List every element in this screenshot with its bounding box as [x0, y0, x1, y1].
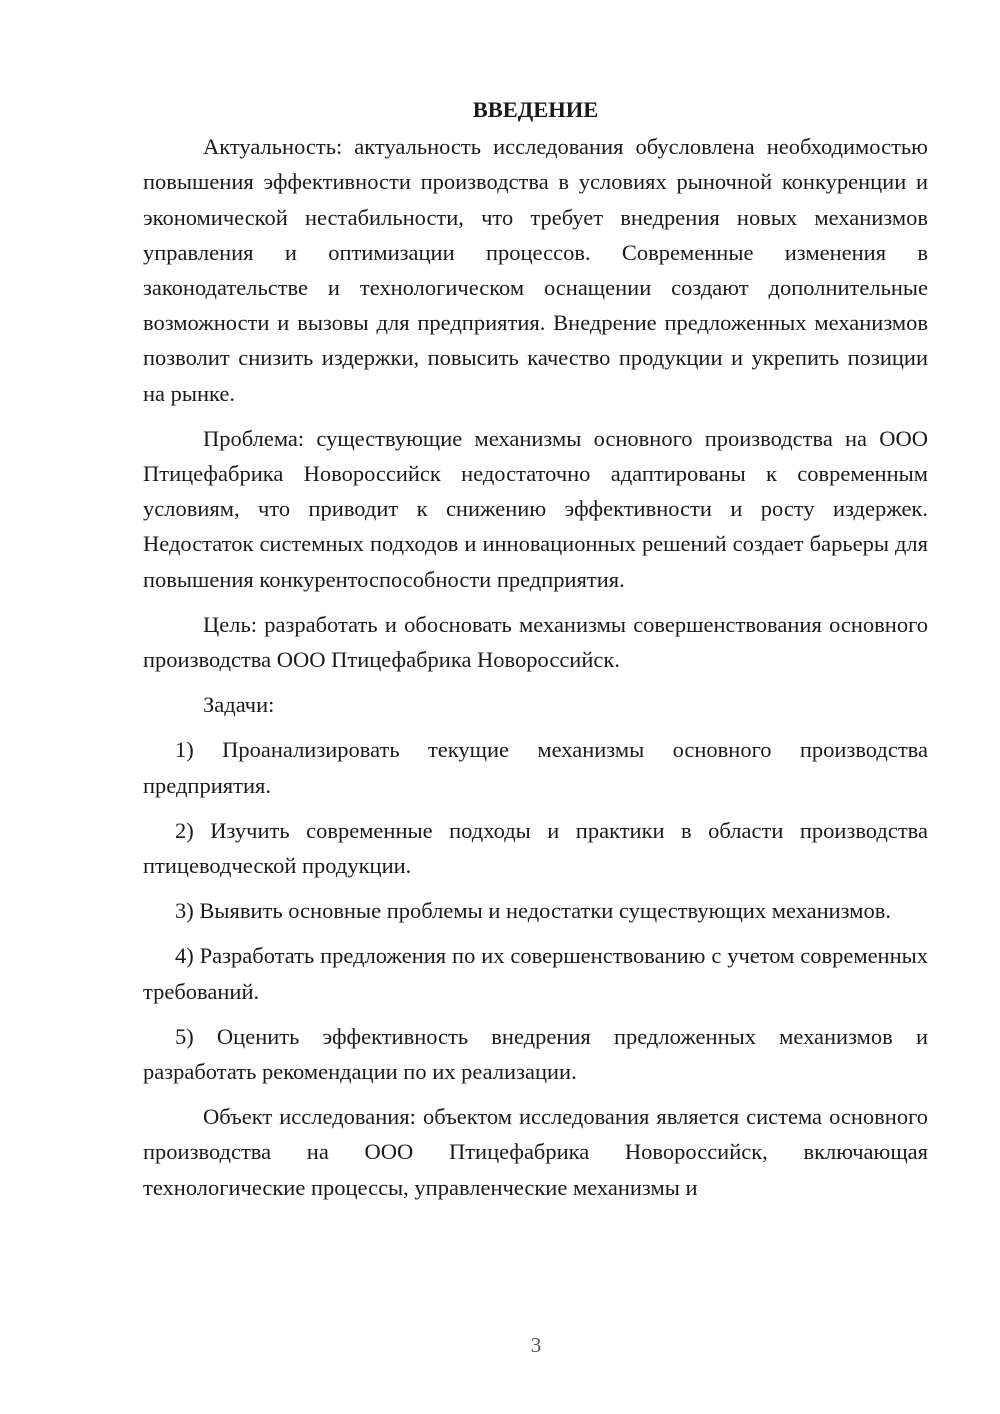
task-item-1: 1) Проанализировать текущие механизмы основного производства предприятия. [143, 737, 928, 798]
page-number: 3 [530, 1333, 542, 1357]
paragraph-problem: Проблема: существующие механизмы основного производства на ООО Птицефабрика Новороссийск недостаточно адаптированы к современным условиям, что приводит к снижению эффективности и росту издержек. Недостаток системных подходов и инновационных решений создает барьеры для повышения конкурентоспособности предприятия. [143, 425, 928, 592]
tasks-heading: Задачи: [203, 692, 275, 718]
paragraph-object: Объект исследования: объектом исследования является система основного производства на ООО Птицефабрика Новороссийск, включающая технологические процессы, управленческие механизмы и [143, 1104, 928, 1200]
task-item-5: 5) Оценить эффективность внедрения предложенных механизмов и разработать рекомендации по их реализации. [143, 1023, 928, 1085]
task-item-4: 4) Разработать предложения по их совершенствованию с учетом современных требований. [143, 943, 928, 1004]
paragraph-goal: Цель: разработать и обосновать механизмы совершенствования основного производства ООО Птицефабрика Новороссийск. [143, 611, 928, 673]
task-item-3: 3) Выявить основные проблемы и недостатки существующих механизмов. [175, 898, 891, 924]
task-item-2: 2) Изучить современные подходы и практики в области производства птицеводческой продукции. [143, 817, 928, 879]
page-content [143, 92, 928, 1205]
paragraph-relevance: Актуальность: актуальность исследования обусловлена необходимостью повышения эффективности производства в условиях рыночной конкуренции и экономической нестабильности, что требует внедрения новых механизмов управления и оптимизации процессов. Современные изменения в законодательстве и технологическом оснащении создают дополнительные возможности и вызовы для предприятия. Внедрение предложенных механизмов позволит снизить издержки, повысить качество продукции и укрепить позиции на рынке. [143, 134, 928, 406]
page-title: ВВЕДЕНИЕ [472, 97, 599, 122]
